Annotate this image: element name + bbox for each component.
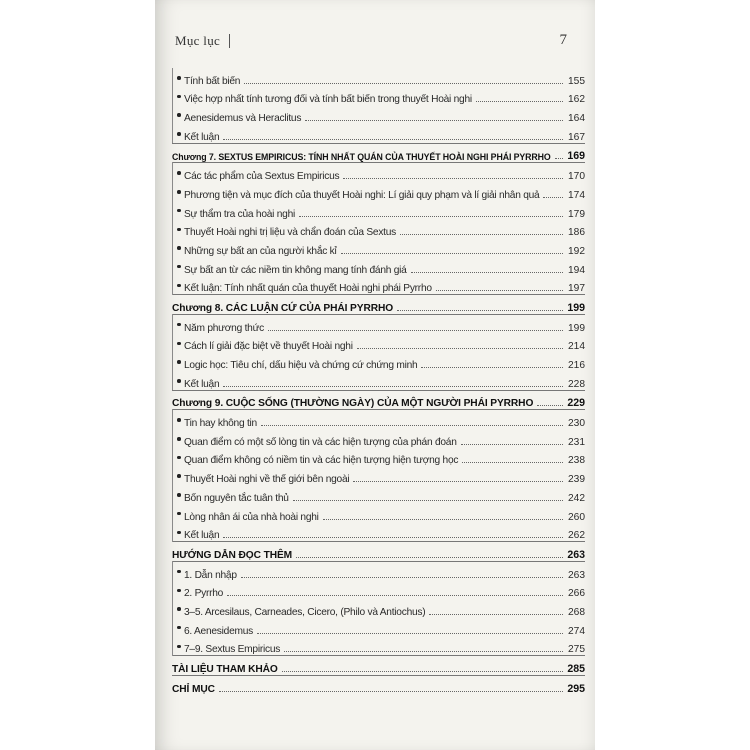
entry-page-number: 199: [568, 322, 585, 334]
toc-section-entry: [172, 561, 585, 581]
dot-leader: [462, 461, 563, 463]
dot-leader: [429, 613, 563, 615]
entry-page-number: 295: [567, 682, 585, 695]
dot-leader: [411, 271, 563, 273]
dot-leader: [305, 119, 563, 121]
entry-title: Kết luận: Tính nhất quán của thuyết Hoài nghi phái Pyrrho: [184, 283, 432, 295]
entry-title: Tính bất biến: [184, 75, 241, 87]
toc-section-entry: [172, 448, 585, 467]
dot-leader: [261, 424, 563, 426]
dot-leader: [227, 594, 563, 596]
dot-leader: [296, 556, 563, 558]
entry-page-number: 214: [568, 341, 585, 353]
entry-title: Chương 8. CÁC LUẬN CỨ CỦA PHÁI PYRRHO: [172, 302, 394, 314]
entry-page-number: 229: [567, 397, 585, 410]
entry-page-number: 170: [568, 171, 585, 183]
running-head: [175, 33, 575, 53]
entry-title: Kết luận: [184, 131, 220, 143]
toc-section-entry: [172, 334, 585, 353]
toc-chapter-entry: [172, 541, 585, 561]
dot-leader: [284, 650, 563, 652]
entry-title: 7–9. Sextus Empiricus: [184, 644, 281, 656]
entry-page-number: 238: [568, 455, 585, 467]
entry-title: HƯỚNG DẪN ĐỌC THÊM: [172, 549, 293, 561]
dot-leader: [537, 404, 563, 406]
dot-leader: [241, 576, 563, 578]
running-head-title: Mục lục: [175, 33, 221, 48]
toc-section-entry: [172, 257, 585, 276]
toc-section-entry: [172, 124, 585, 143]
dot-leader: [219, 690, 563, 692]
entry-title: Tin hay không tin: [184, 418, 257, 430]
entry-title: 3–5. Arcesilaus, Carneades, Cicero, (Philo và Antiochus): [184, 606, 426, 618]
toc-chapter-entry: [172, 390, 585, 410]
entry-title: Sự bất an từ các niềm tin không mang tính đánh giá: [184, 264, 407, 276]
entry-title: Quan điểm có một số lòng tin và các hiện tượng của phán đoán: [184, 436, 457, 448]
entry-page-number: 199: [567, 301, 585, 314]
entry-page-number: 194: [568, 264, 585, 276]
entry-title: Logic học: Tiêu chí, dấu hiệu và chứng cứ chứng minh: [184, 360, 418, 371]
dot-leader: [223, 138, 563, 140]
entry-title: Kết luận: [184, 530, 220, 542]
dot-leader: [461, 443, 563, 445]
entry-title: TÀI LIỆU THAM KHẢO: [172, 664, 278, 675]
toc-section-entry: [172, 182, 585, 201]
dot-leader: [341, 252, 563, 254]
entry-title: Phương tiện và mục đích của thuyết Hoài nghi: Lí giải quy phạm và lí giải nhân quả: [184, 189, 540, 201]
dot-leader: [543, 196, 563, 198]
entry-page-number: 268: [568, 606, 585, 618]
toc-section-entry: [172, 523, 585, 542]
toc-section-entry: [172, 201, 585, 220]
toc-section-entry: [172, 504, 585, 523]
entry-page-number: 242: [568, 492, 585, 504]
section-guide-line: [172, 314, 173, 390]
toc-section-entry: [172, 429, 585, 448]
dot-leader: [244, 82, 563, 84]
entry-page-number: 266: [568, 588, 585, 600]
toc-section-entry: [172, 314, 585, 334]
entry-title: Thuyết Hoài nghi trị liệu và chẩn đoán của Sextus: [184, 227, 397, 239]
entry-title: Quan điểm không có niềm tin và các hiện tượng hiện tượng học: [184, 455, 459, 467]
entry-page-number: 162: [568, 94, 585, 106]
dot-leader: [323, 518, 563, 520]
table-of-contents: [172, 68, 585, 695]
entry-title: Chương 7. SEXTUS EMPIRICUS: TÍNH NHẤT QUÁN CỦA THUYẾT HOÀI NGHI PHÁI PYRRHO: [172, 152, 551, 163]
entry-title: CHỈ MỤC: [172, 683, 215, 695]
entry-page-number: 230: [568, 418, 585, 430]
entry-page-number: 285: [567, 663, 585, 675]
toc-section-entry: [172, 276, 585, 295]
dot-leader: [257, 632, 563, 634]
page-number: 7: [559, 32, 567, 48]
entry-title: Kết luận: [184, 378, 220, 390]
toc-section-entry: [172, 87, 585, 106]
dot-leader: [353, 480, 563, 482]
dot-leader: [436, 289, 563, 291]
entry-title: Chương 9. CUỘC SỐNG (THƯỜNG NGÀY) CỦA MỘT NGƯỜI PHÁI PYRRHO: [172, 398, 534, 410]
toc-section-entry: [172, 599, 585, 618]
section-guide-line: [172, 561, 173, 656]
dot-leader: [223, 385, 563, 387]
toc-section-entry: [172, 105, 585, 124]
entry-page-number: 262: [568, 530, 585, 542]
entry-page-number: 174: [568, 189, 585, 201]
dot-leader: [476, 100, 563, 102]
entry-page-number: 275: [568, 644, 585, 656]
entry-title: Những sự bất an của người khắc kỉ: [184, 245, 337, 257]
entry-page-number: 192: [568, 245, 585, 257]
dot-leader: [293, 499, 563, 501]
toc-section-entry: [172, 466, 585, 485]
entry-page-number: 231: [568, 436, 585, 448]
entry-title: Năm phương thức: [184, 322, 264, 334]
toc-section-entry: [172, 352, 585, 371]
dot-leader: [555, 157, 563, 159]
entry-title: Lòng nhân ái của nhà hoài nghi: [184, 511, 319, 523]
toc-section-entry: [172, 220, 585, 239]
running-head-divider: [229, 34, 230, 48]
toc-section-entry: [172, 162, 585, 182]
entry-title: 6. Aenesidemus: [184, 625, 253, 637]
entry-title: Thuyết Hoài nghi về thế giới bên ngoài: [184, 474, 350, 486]
entry-page-number: 155: [568, 75, 585, 87]
toc-chapter-entry: [172, 143, 585, 163]
dot-leader: [397, 309, 563, 311]
toc-chapter-entry: [172, 675, 585, 695]
dot-leader: [421, 366, 563, 368]
entry-page-number: 197: [568, 283, 585, 295]
entry-title: Bốn nguyên tắc tuân thủ: [184, 492, 289, 504]
dot-leader: [299, 215, 563, 217]
entry-title: Cách lí giải đặc biệt về thuyết Hoài nghi: [184, 341, 353, 353]
section-guide-line: [172, 162, 173, 295]
entry-page-number: 263: [567, 548, 585, 561]
entry-page-number: 164: [568, 113, 585, 125]
entry-title: Sự thẩm tra của hoài nghi: [184, 208, 296, 220]
toc-section-entry: [172, 485, 585, 504]
entry-page-number: 216: [568, 360, 585, 371]
toc-section-entry: [172, 238, 585, 257]
entry-page-number: 169: [567, 150, 585, 163]
dot-leader: [282, 670, 563, 672]
toc-chapter-entry: [172, 655, 585, 675]
toc-section-entry: [172, 618, 585, 637]
toc-section-entry: [172, 371, 585, 390]
entry-title: Việc hợp nhất tính tương đối và tính bất biến trong thuyết Hoài nghi: [184, 94, 472, 106]
entry-title: 2. Pyrrho: [184, 588, 224, 600]
toc-section-entry: [172, 68, 585, 87]
dot-leader: [357, 347, 563, 349]
entry-page-number: 260: [568, 511, 585, 523]
section-guide-line: [172, 68, 173, 143]
entry-page-number: 179: [568, 208, 585, 220]
dot-leader: [223, 536, 563, 538]
entry-page-number: 167: [568, 131, 585, 143]
dot-leader: [268, 329, 563, 331]
entry-page-number: 274: [568, 625, 585, 637]
dot-leader: [400, 233, 563, 235]
section-guide-line: [172, 409, 173, 542]
toc-section-entry: [172, 637, 585, 656]
entry-title: Các tác phẩm của Sextus Empiricus: [184, 171, 340, 183]
entry-page-number: 228: [568, 378, 585, 390]
entry-page-number: 263: [568, 569, 585, 581]
toc-section-entry: [172, 409, 585, 429]
entry-page-number: 186: [568, 227, 585, 239]
entry-page-number: 239: [568, 474, 585, 486]
dot-leader: [343, 177, 563, 179]
book-page: [155, 0, 595, 750]
entry-title: 1. Dẫn nhập: [184, 569, 237, 581]
entry-title: Aenesidemus và Heraclitus: [184, 113, 302, 125]
toc-section-entry: [172, 581, 585, 600]
toc-chapter-entry: [172, 294, 585, 314]
